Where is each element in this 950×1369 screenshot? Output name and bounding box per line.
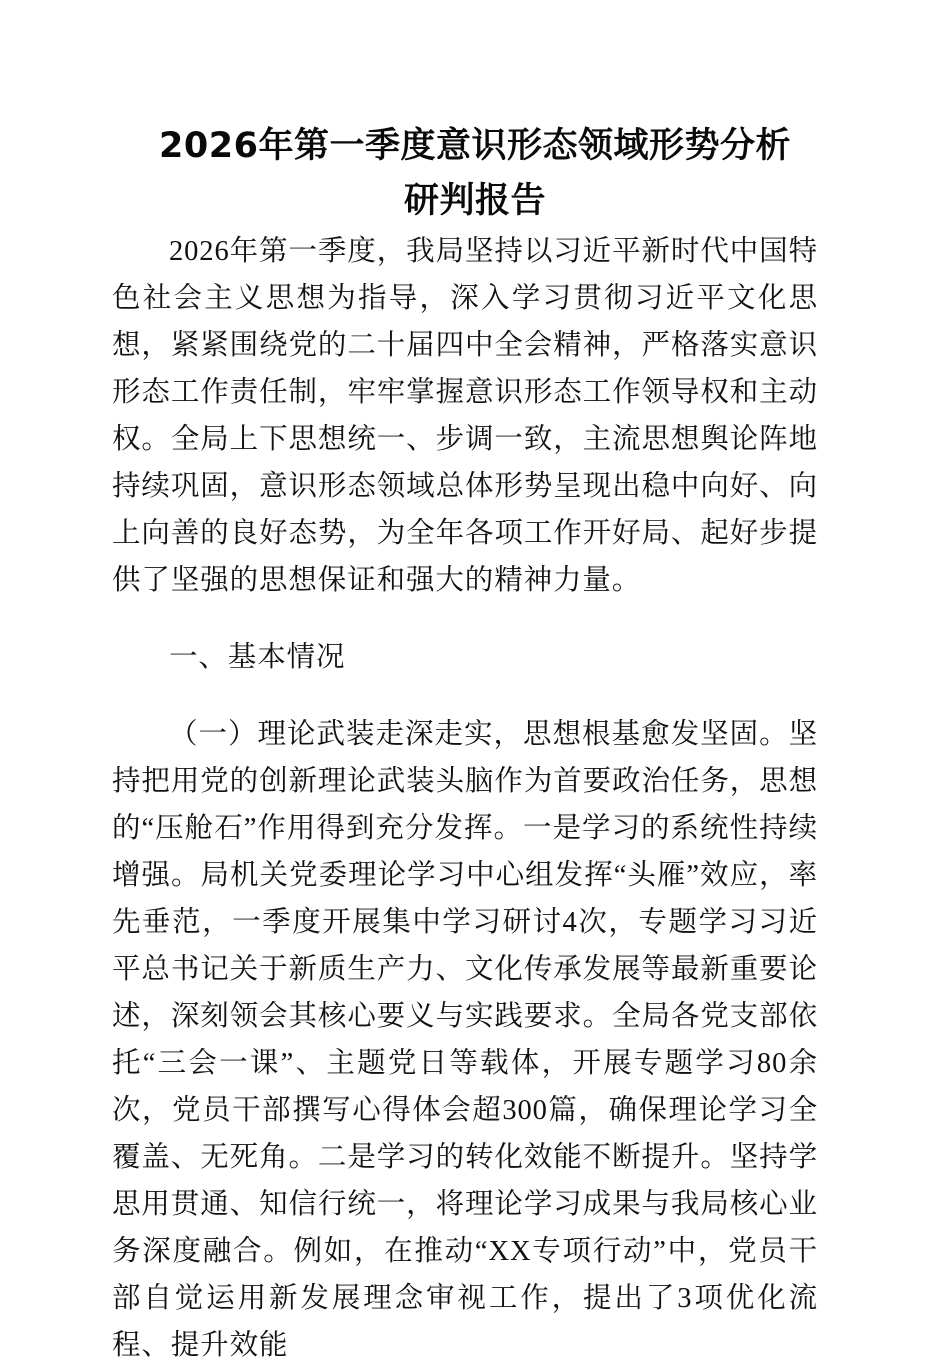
page-title: 2026年第一季度意识形态领域形势分析研判报告 (159, 126, 791, 222)
spacer (112, 604, 818, 634)
intro-paragraph: 2026年第一季度，我局坚持以习近平新时代中国特色社会主义思想为指导，深入学习贯彻习近平文化思想，紧紧围绕党的二十届四中全会精神，严格落实意识形态工作责任制，牢牢掌握意识形态工作领导权和主动权。全局上下思想统一、步调一致，主流思想舆论阵地持续巩固，意识形态领域总体形势呈现出稳中向好、向上向善的良好态势，为全年各项工作开好局、起好步提供了坚强的思想保证和强大的精神力量。 (112, 236, 818, 596)
section-heading-1: 一、基本情况 (169, 642, 346, 673)
spacer (112, 681, 818, 711)
subsection-paragraph-1: （一）理论武装走深走实，思想根基愈发坚固。坚持把用党的创新理论武装头脑作为首要政治任务，思想的“压舱石”作用得到充分发挥。一是学习的系统性持续增强。局机关党委理论学习中心组发挥“头雁”效应，率先垂范，一季度开展集中学习研讨4次，专题学习习近平总书记关于新质生产力、文化传承发展等最新重要论述，深刻领会其核心要义与实践要求。全局各党支部依托“三会一课”、主题党日等载体，开展专题学习80余次，党员干部撰写心得体会超300篇，确保理论学习全覆盖、无死角。二是学习的转化效能不断提升。坚持学思用贯通、知信行统一，将理论学习成果与我局核心业务深度融合。例如，在推动“XX专项行动”中，党员干部自觉运用新发展理念审视工作，提出了3项优化流程、提升效能 (112, 719, 818, 1361)
document-body (112, 228, 818, 1369)
